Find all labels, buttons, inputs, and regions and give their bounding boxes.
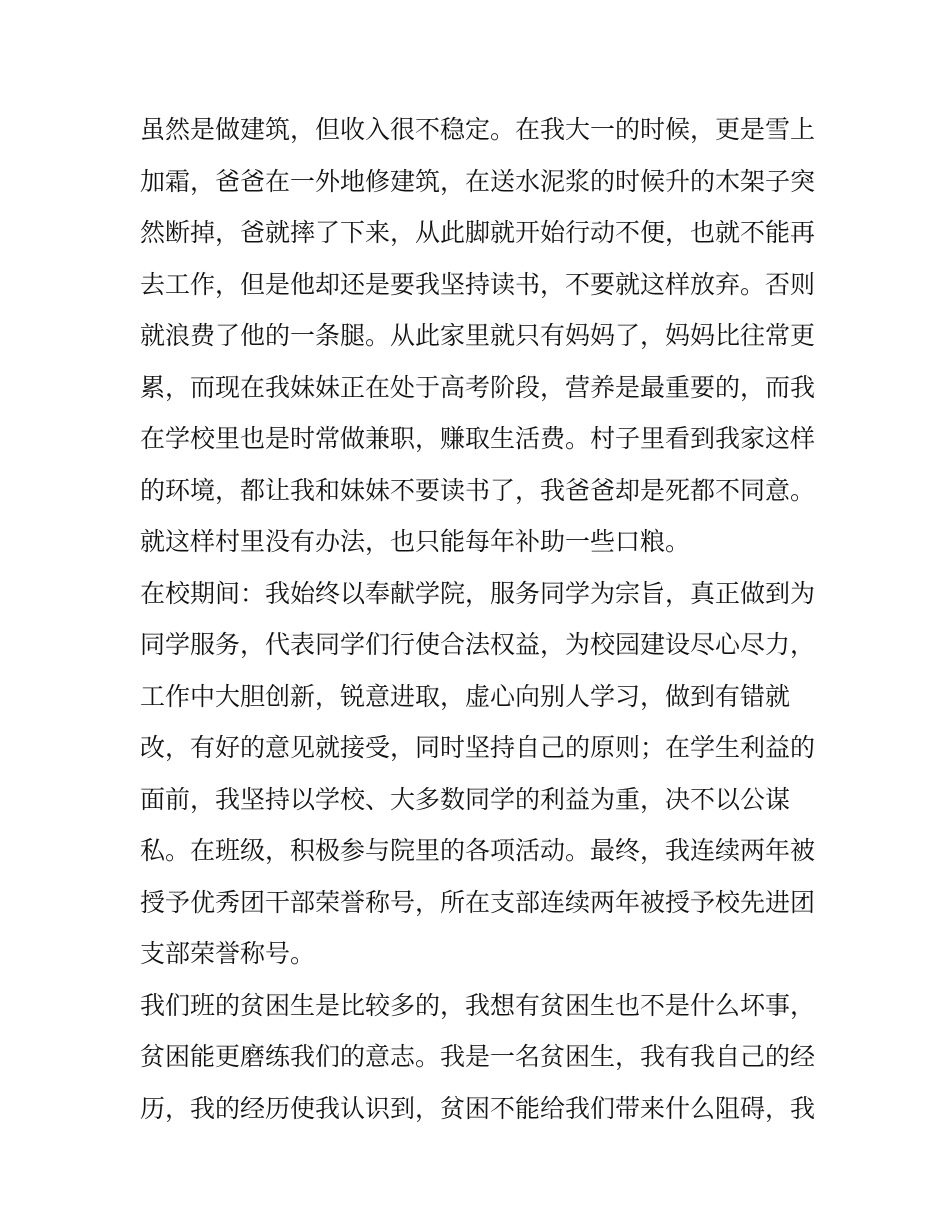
text-line: 私。在班级，积极参与院里的各项活动。最终，我连续两年被 [140,836,816,865]
text-line: 贫困能更磨练我们的意志。我是一名贫困生，我有我自己的经 [140,1042,816,1071]
text-line: 然断掉，爸就摔了下来，从此脚就开始行动不便，也就不能再 [140,218,816,247]
text-line: 历，我的经历使我认识到，贫困不能给我们带来什么阻碍，我 [140,1093,816,1123]
text-line: 改，有好的意见就接受，同时坚持自己的原则；在学生利益的 [140,733,816,762]
text-line: 的环境，都让我和妹妹不要读书了，我爸爸却是死都不同意。 [140,475,816,505]
text-line: 面前，我坚持以学校、大多数同学的利益为重，决不以公谋 [140,784,791,814]
text-line: 在校期间：我始终以奉献学院，服务同学为宗旨，真正做到为 [140,578,816,608]
text-line: 在学校里也是时常做兼职，赚取生活费。村子里看到我家这样 [140,424,816,453]
text-line: 就这样村里没有办法，也只能每年补助一些口粮。 [140,527,691,556]
text-line: 就浪费了他的一条腿。从此家里就只有妈妈了，妈妈比往常更 [140,321,816,350]
text-line: 授予优秀团干部荣誉称号，所在支部连续两年被授予校先进团 [140,887,816,917]
text-line: 工作中大胆创新，锐意进取，虚心向别人学习，做到有错就 [140,681,791,711]
text-line: 我们班的贫困生是比较多的，我想有贫困生也不是什么坏事， [140,990,816,1020]
text-line: 虽然是做建筑，但收入很不稳定。在我大一的时候，更是雪上 [140,115,816,144]
text-line: 累，而现在我妹妹正在处于高考阶段，营养是最重要的，而我 [140,372,816,402]
body-text [140,104,830,1134]
text-line: 支部荣誉称号。 [140,939,316,968]
text-line: 去工作，但是他却还是要我坚持读书，不要就这样放弃。否则 [140,269,816,299]
text-line: 同学服务，代表同学们行使合法权益，为校园建设尽心尽力， [140,630,816,659]
text-line: 加霜，爸爸在一外地修建筑，在送水泥浆的时候升的木架子突 [140,166,816,196]
